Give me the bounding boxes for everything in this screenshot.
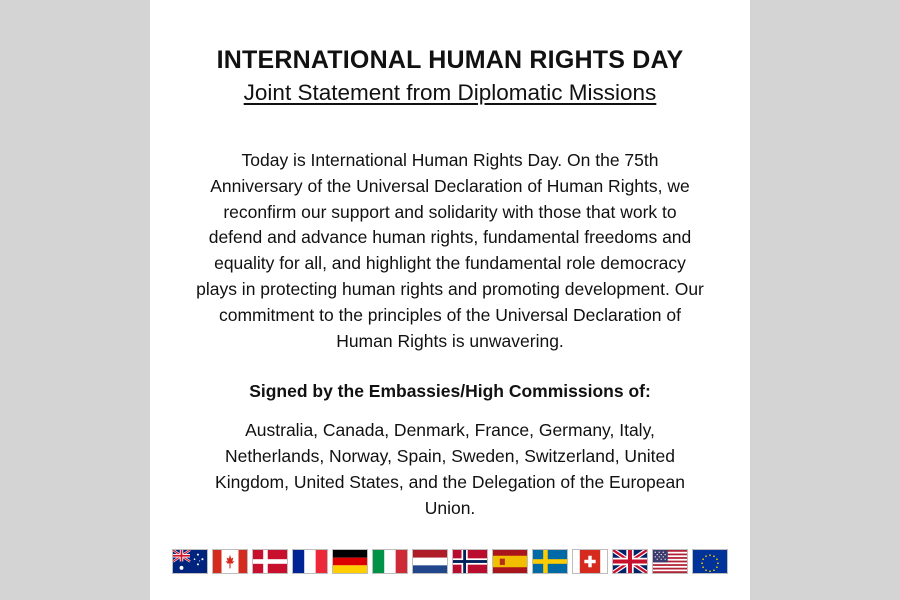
norway-flag-icon — [452, 549, 488, 574]
statement-card — [150, 0, 750, 600]
netherlands-flag-icon — [412, 549, 448, 574]
united-kingdom-flag-icon — [612, 549, 648, 574]
germany-flag-icon — [332, 549, 368, 574]
switzerland-flag-icon — [572, 549, 608, 574]
signatories-list: Australia, Canada, Denmark, France, Germany, Italy, Netherlands, Norway, Spain, Sweden, Switzerland, United Kingdom, United States, and the Delegation of the European Union. — [215, 419, 685, 518]
australia-flag-icon — [172, 549, 208, 574]
italy-flag-icon — [372, 549, 408, 574]
spain-flag-icon — [492, 549, 528, 574]
european-union-flag-icon — [692, 549, 728, 574]
sweden-flag-icon — [532, 549, 568, 574]
signed-by-heading: Signed by the Embassies/High Commissions of: — [249, 380, 651, 401]
france-flag-icon — [292, 549, 328, 574]
canada-flag-icon — [212, 549, 248, 574]
page-title: INTERNATIONAL HUMAN RIGHTS DAY — [216, 46, 684, 74]
denmark-flag-icon — [252, 549, 288, 574]
united-states-flag-icon — [652, 549, 688, 574]
page-subtitle: Joint Statement from Diplomatic Missions — [243, 79, 657, 105]
statement-body: Today is International Human Rights Day. On the 75th Anniversary of the Universal Declaration of Human Rights, we reconfirm our support and solidarity with those that work to defend and advance human rights, fundamental freedoms and equality for all, and highlight the fundamental role democracy plays in protecting human rights and promoting development. Our commitment to the principles of the Universal Declaration of Human Rights is unwavering. — [196, 149, 704, 351]
flag-row — [172, 549, 728, 574]
